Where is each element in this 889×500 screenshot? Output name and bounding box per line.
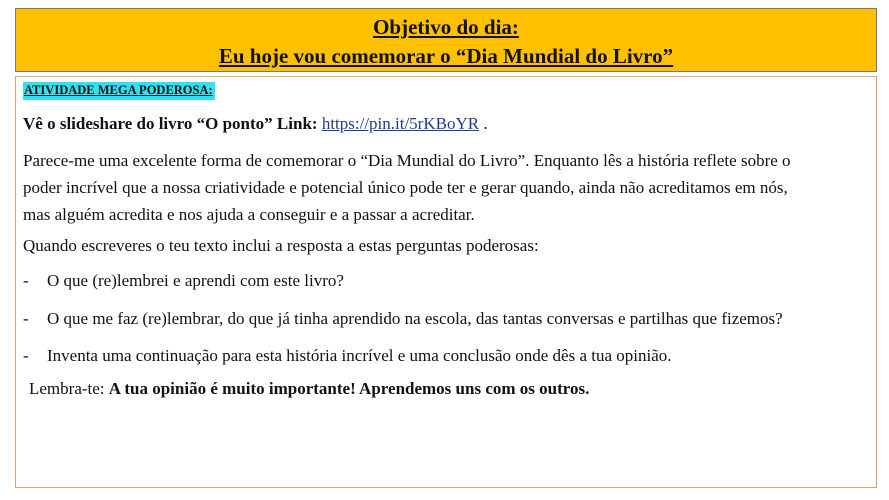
header-title: Objetivo do dia: xyxy=(373,15,519,39)
question-text: O que (re)lembrei e aprendi com este livro? xyxy=(47,271,344,290)
paragraph-line: mas alguém acredita e nos ajuda a conseguir e a passar a acreditar. xyxy=(23,205,475,224)
question-text: Inventa uma continuação para esta história incrível e uma conclusão onde dês a tua opinião. xyxy=(47,346,672,365)
activity-badge: ATIVIDADE MEGA PODEROSA: xyxy=(23,82,215,100)
question-item xyxy=(23,342,672,369)
closing-line xyxy=(29,375,589,402)
list-dash: - xyxy=(23,346,29,365)
paragraph-line: poder incrível que a nossa criatividade e potencial único pode ter e gerar quando, ainda não acreditamos em nós, xyxy=(23,178,788,197)
slideshare-line xyxy=(23,110,488,137)
slideshare-text: Vê o slideshare do livro “O ponto” Link: xyxy=(23,114,318,133)
activity-box xyxy=(15,76,877,488)
slideshare-end: . xyxy=(483,114,488,133)
closing-bold: A tua opinião é muito importante! Aprendemos uns com os outros. xyxy=(108,379,590,398)
paragraph-line: Parece-me uma excelente forma de comemorar o “Dia Mundial do Livro”. Enquanto lês a história reflete sobre o xyxy=(23,151,791,170)
question-text: O que me faz (re)lembrar, do que já tinha aprendido na escola, das tantas conversas e partilhas que fizemos? xyxy=(47,309,783,328)
question-item xyxy=(23,267,344,294)
objective-header xyxy=(15,8,877,72)
list-dash: - xyxy=(23,271,29,290)
intro-paragraph xyxy=(23,147,791,228)
question-item xyxy=(23,305,783,332)
header-subtitle: Eu hoje vou comemorar o “Dia Mundial do Livro” xyxy=(218,44,674,68)
list-dash: - xyxy=(23,309,29,328)
questions-intro: Quando escreveres o teu texto inclui a resposta a estas perguntas poderosas: xyxy=(23,236,539,255)
closing-label: Lembra-te: xyxy=(29,379,105,398)
slideshare-link[interactable]: https://pin.it/5rKBoYR xyxy=(321,114,480,133)
